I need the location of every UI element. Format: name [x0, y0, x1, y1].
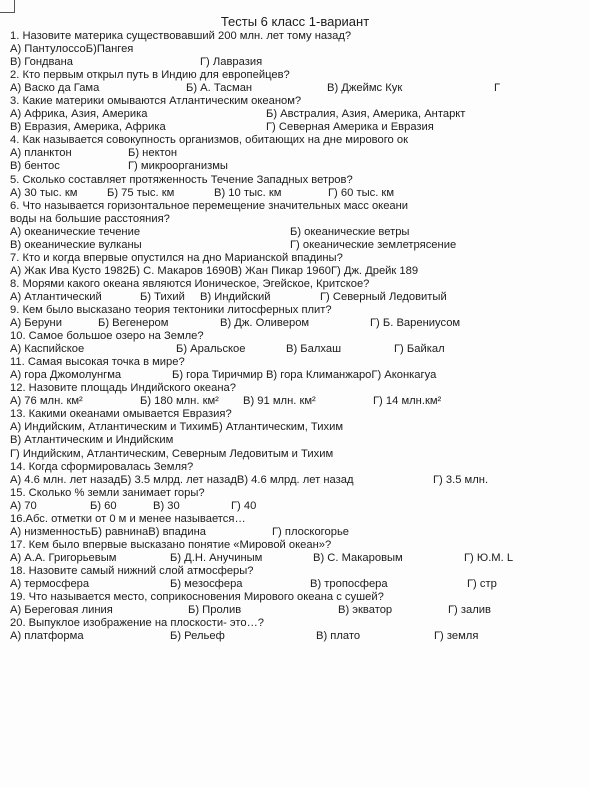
line-text: Г) Индийским, Атлантическим, Северным Ледовитым и Тихим: [10, 447, 334, 460]
text-line: [10, 448, 500, 461]
answer-option: Б) нектон: [128, 147, 177, 160]
answer-option: Б) А. Тасман: [186, 82, 253, 95]
answer-option: В) 30: [153, 499, 180, 512]
text-line: [10, 408, 500, 421]
text-line: [10, 369, 500, 382]
text-line: [10, 239, 500, 252]
line-text: воды на большие расстояния?: [10, 212, 170, 225]
answer-option: В) 91 млн. км²: [243, 395, 316, 408]
text-line: [10, 291, 500, 304]
text-line: [10, 317, 500, 330]
text-line: [10, 330, 500, 343]
answer-option: Б) Австралия, Азия, Америка, Антаркт: [266, 108, 466, 121]
answer-option: Г) микроорганизмы: [128, 160, 228, 173]
text-line: [10, 43, 500, 56]
text-line: [10, 213, 500, 226]
answer-option: Б) Пролив: [188, 604, 242, 617]
line-text: 1. Назовите материка существовавший 200 млн. лет тому назад?: [10, 30, 352, 42]
line-text: А) ПантулоссоБ)Пангея: [10, 43, 134, 56]
answer-option: Г) океанические землетрясение: [290, 238, 457, 251]
line-text: 12. Назовите площадь Индийского океана?: [10, 382, 236, 395]
answer-option: В) Дж. Оливером: [220, 317, 310, 330]
answer-option: Б) 180 млн. км²: [140, 395, 219, 408]
answer-option: В) тропосфера: [310, 577, 388, 590]
line-text: А) 70: [10, 499, 37, 512]
answer-option: В) Джеймс Кук: [327, 82, 403, 95]
text-line: [10, 160, 500, 173]
answer-option: Г) Северный Ледовитый: [320, 290, 447, 303]
line-text: 17. Кем было впервые высказано понятие «Мировой океан»?: [10, 538, 332, 551]
line-text: 18. Назовите самый нижний слой атмосферы?: [10, 564, 254, 577]
line-text: А) Каспийское: [10, 343, 85, 356]
line-text: А) Береговая линия: [10, 604, 113, 617]
answer-option: Г) Б. Варениусом: [370, 317, 461, 330]
text-line: [10, 121, 500, 134]
line-text: А) 76 млн. км²: [10, 395, 83, 408]
text-line: [10, 95, 500, 108]
line-text: 16.Абс. отметки от 0 м и менее называется…: [10, 512, 246, 525]
text-line: [10, 565, 500, 578]
line-text: А) гора Джомолунгма: [10, 369, 122, 382]
text-line: [10, 108, 500, 121]
text-line: [10, 474, 500, 487]
line-text: 8. Морями какого океана являются Ионическое, Эгейское, Критское?: [10, 277, 370, 290]
line-text: В) бентос: [10, 160, 60, 173]
line-text: 7. Кто и когда впервые опустился на дно Марианской впадины?: [10, 251, 343, 264]
answer-option: Б) Аральское: [176, 343, 246, 356]
text-line: [10, 69, 500, 82]
answer-option: Г) 60 тыс. км: [328, 186, 395, 199]
answer-option: В) 10 тыс. км: [214, 186, 282, 199]
line-text: А) 30 тыс. км: [10, 186, 78, 199]
text-line: [10, 82, 500, 95]
text-line: [10, 591, 500, 604]
text-line: [10, 551, 514, 565]
line-text: А) планктон: [10, 147, 72, 160]
text-line: [10, 630, 500, 643]
line-text: 19. Что называется место, соприкосновения Мирового океана с сушей?: [10, 591, 384, 604]
text-line: [10, 487, 500, 500]
line-text: А) Атлантический: [10, 290, 102, 303]
answer-option: В) экватор: [338, 604, 393, 617]
answer-option: Г) Лавразия: [200, 56, 263, 69]
line-text: 10. Самое большое озеро на Земле?: [10, 330, 204, 343]
line-text: В) Атлантическим и Индийским: [10, 434, 174, 447]
line-text: 9. Кем было высказано теория тектоники литосферных плит?: [10, 303, 332, 316]
text-line: [10, 395, 500, 408]
text-line: [10, 500, 500, 513]
answer-option: Г: [494, 82, 501, 95]
line-text: В) Евразия, Америка, Африка: [10, 121, 166, 134]
text-line: [10, 461, 500, 474]
text-line: [10, 421, 500, 434]
text-line: [10, 356, 500, 369]
line-text: 4. Как называется совокупность организмов, обитающих на дне мирового ок: [10, 134, 409, 147]
line-text: А) термосфера: [10, 577, 90, 590]
line-text: А) Васко да Гама: [10, 82, 100, 95]
answer-option: Б) Д.Н. Анучиным: [170, 551, 263, 564]
answer-option: Г) плоскогорье: [272, 525, 349, 538]
text-line: [10, 278, 500, 291]
text-line: [10, 200, 500, 213]
line-text: 3. Какие материки омываются Атлантическим океаном?: [10, 95, 302, 108]
line-text: А) Беруни: [10, 317, 62, 330]
line-text: 14. Когда сформировалась Земля?: [10, 460, 194, 473]
line-text: 20. Выпуклое изображение на плоскости- это…?: [10, 617, 265, 630]
answer-option: Г) залив: [448, 604, 491, 617]
line-text: А) океанические течение: [10, 225, 141, 238]
answer-option: В) плато: [316, 630, 361, 643]
text-line: [10, 513, 500, 526]
text-line: [10, 434, 500, 447]
text-line: [10, 578, 500, 591]
line-text: 2. Кто первым открыл путь в Индию для европейцев?: [10, 69, 290, 82]
line-text: 15. Сколько % земли занимает горы?: [10, 486, 205, 499]
text-line: [10, 226, 500, 239]
answer-option: Г) 40: [231, 499, 257, 512]
answer-option: Г) 3.5 млн.: [433, 473, 489, 486]
answer-option: Б) океанические ветры: [290, 225, 410, 238]
answer-option: Г) Ю.М. L: [464, 551, 514, 564]
text-line: [10, 304, 500, 317]
line-text: А) Африка, Азия, Америка: [10, 108, 148, 121]
text-line: [10, 252, 500, 265]
answer-option: Г) стр: [467, 577, 497, 590]
answer-option: Б) Рельеф: [170, 630, 225, 643]
text-line: [10, 147, 500, 160]
answer-option: В) С. Макаровым: [313, 551, 403, 564]
line-text: 11. Самая высокая точка в мире?: [10, 356, 185, 369]
text-line: [10, 134, 500, 147]
answer-option: Г) Байкал: [394, 343, 445, 356]
text-line: [10, 604, 500, 617]
text-line: [10, 539, 500, 552]
answer-option: Б) гора Тиричмир В) гора КлиманжароГ) Аконкагуа: [172, 369, 437, 382]
text-line: [10, 382, 500, 395]
answer-option: Г) земля: [434, 630, 479, 643]
answer-option: Г) 14 млн.км²: [373, 395, 442, 408]
text-line: [10, 187, 500, 200]
question-list: [10, 30, 514, 643]
answer-option: В) Балхаш: [286, 343, 342, 356]
line-text: В) Гондвана: [10, 56, 73, 69]
answer-option: Б) 60: [90, 499, 117, 512]
line-text: А) А.А. Григорьевым: [10, 551, 117, 564]
answer-option: Б) Вегенером: [98, 317, 169, 330]
answer-option: Б) 75 тыс. км: [107, 186, 175, 199]
answer-option: В) Индийский: [200, 290, 271, 303]
line-text: 13. Какими океанами омывается Евразия?: [10, 408, 232, 421]
line-text: В) океанические вулканы: [10, 238, 142, 251]
text-line: [10, 30, 500, 43]
line-text: 6. Что называется горизонтальное перемещение значительных масс океани: [10, 199, 409, 212]
line-text: А) платформа: [10, 630, 84, 643]
text-line: [10, 343, 500, 356]
text-line: [10, 56, 500, 69]
line-text: А) 4.6 млн. лет назадБ) 3.5 млрд. лет назадВ) 4.6 млрд. лет назад: [10, 473, 354, 486]
text-line: [10, 526, 500, 539]
line-text: А) Жак Ива Кусто 1982Б) С. Макаров 1690В) Жан Пикар 1960Г) Дж. Дрейк 189: [10, 264, 419, 277]
text-line: [10, 174, 500, 187]
line-text: А) низменностьБ) равнинаВ) впадина: [10, 525, 206, 538]
page-title: Тесты 6 класс 1-вариант: [220, 14, 370, 29]
text-line: [10, 265, 500, 278]
page-corner-mark: [0, 0, 15, 13]
answer-option: Г) Северная Америка и Евразия: [266, 121, 434, 134]
text-line: [10, 617, 500, 630]
answer-option: Б) Тихий: [140, 290, 185, 303]
line-text: А) Индийским, Атлантическим и ТихимБ) Атлантическим, Тихим: [10, 421, 344, 434]
line-text: 5. Сколько составляет протяженность Течение Западных ветров?: [10, 173, 353, 186]
answer-option: Б) мезосфера: [170, 577, 243, 590]
